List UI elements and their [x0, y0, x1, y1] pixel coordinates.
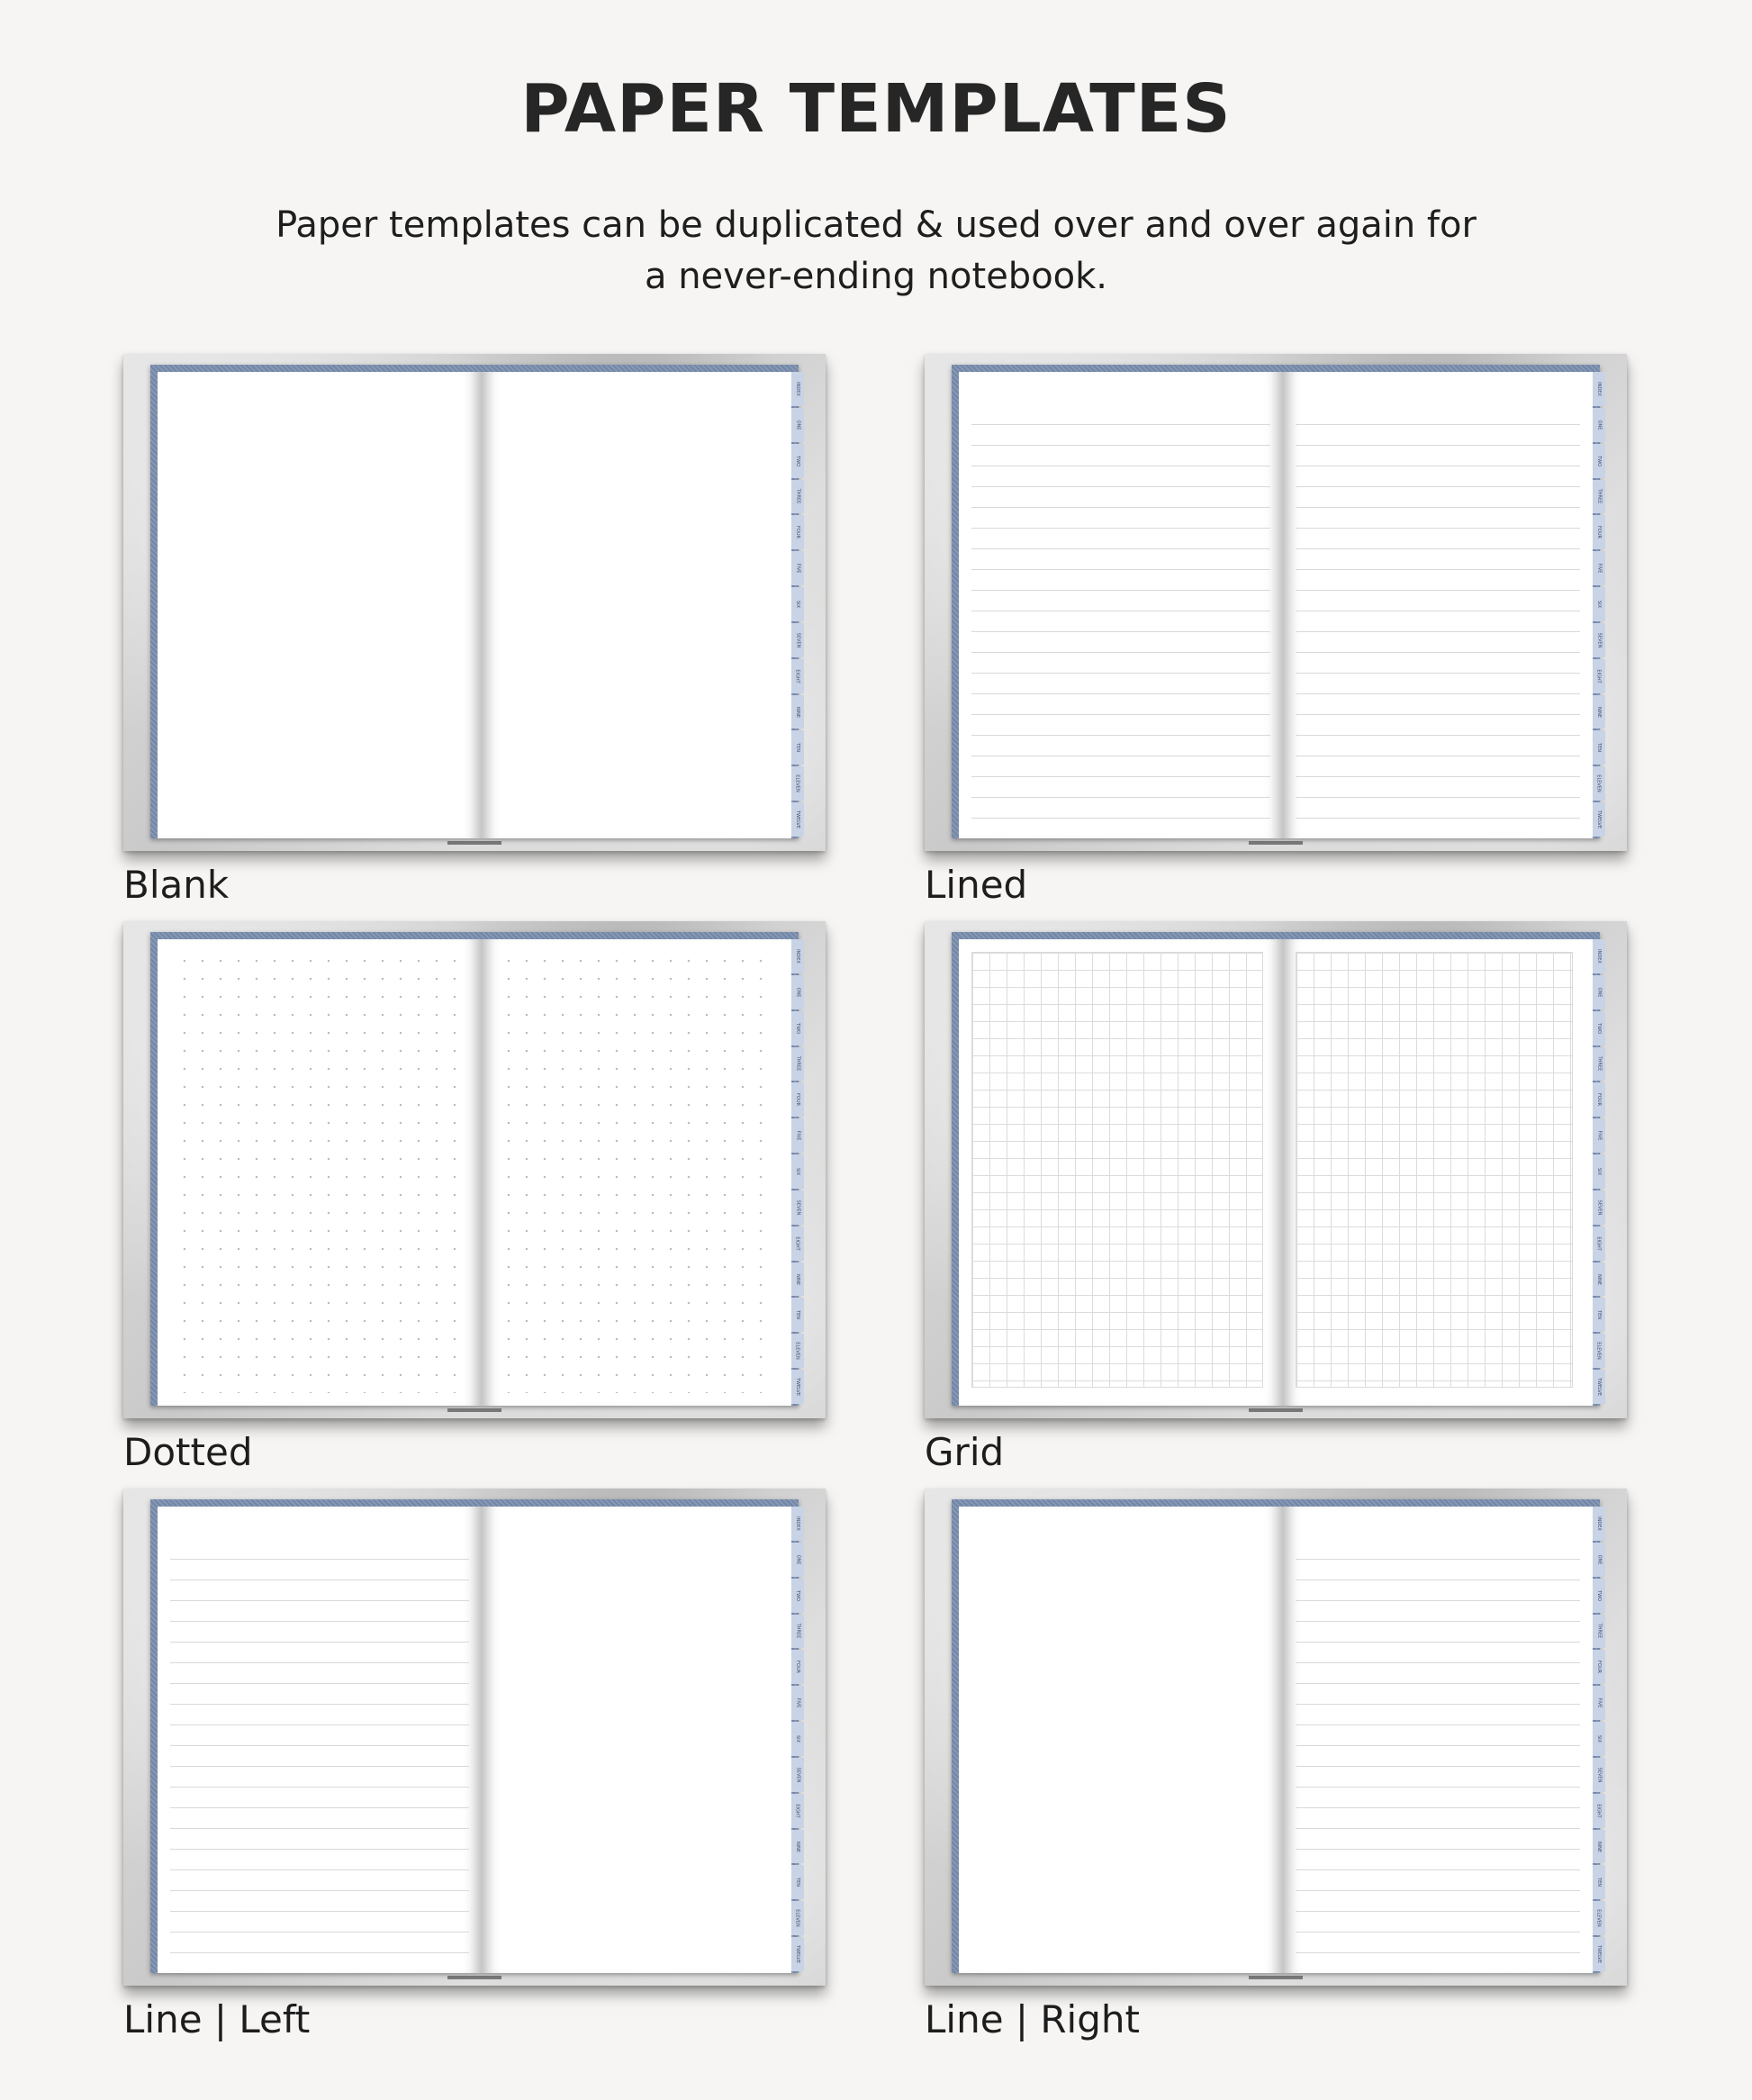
section-tab[interactable] — [1593, 623, 1605, 657]
section-tab[interactable] — [1593, 695, 1605, 729]
right-page — [482, 372, 791, 838]
section-tab[interactable] — [791, 1298, 804, 1332]
left-page — [158, 1507, 482, 1973]
section-tab-label: TEN — [795, 1310, 800, 1320]
section-tab-label: TWELVE — [795, 1378, 801, 1397]
section-tab-label: SEVEN — [1596, 1199, 1602, 1216]
template-label: Grid — [925, 1430, 1005, 1474]
section-tab-label: ELEVEN — [1596, 774, 1602, 792]
section-tabs — [791, 939, 804, 1406]
section-tab[interactable] — [1593, 1334, 1605, 1368]
section-tab-label: FOUR — [794, 526, 800, 539]
ruled-lines — [1296, 404, 1580, 826]
section-tab-label: EIGHT — [795, 1804, 801, 1818]
section-tab-label: TWELVE — [1596, 1945, 1603, 1964]
section-tab[interactable] — [1593, 1901, 1605, 1935]
section-tab-label: FIVE — [795, 1130, 800, 1141]
dot-pattern — [500, 952, 775, 1393]
left-page — [158, 939, 482, 1406]
section-tab[interactable] — [791, 1263, 804, 1297]
section-tab[interactable] — [791, 1579, 804, 1613]
ruled-lines — [1296, 1539, 1580, 1960]
section-tab-label: FIVE — [1596, 1130, 1602, 1141]
section-tab-label: FOUR — [1595, 1661, 1602, 1674]
section-tab[interactable] — [791, 444, 804, 478]
section-tab[interactable] — [791, 1190, 804, 1225]
left-page — [959, 1507, 1283, 1973]
section-tab[interactable] — [791, 1686, 804, 1720]
section-tab-label: SIX — [794, 1167, 800, 1176]
template-label: Lined — [925, 863, 1028, 907]
section-tab[interactable] — [791, 1722, 804, 1756]
template-label: Blank — [123, 863, 230, 907]
section-tab-label: TEN — [795, 743, 800, 753]
section-tab-label: ELEVEN — [795, 1909, 800, 1927]
right-page — [482, 939, 791, 1406]
section-tab-label: TWO — [795, 1589, 800, 1601]
section-tab-label: FOUR — [1595, 1093, 1602, 1107]
section-tab[interactable] — [791, 766, 804, 801]
section-tab-label: ONE — [795, 420, 800, 430]
notebook-preview — [925, 1489, 1627, 1986]
section-tab-label: TWELVE — [1596, 1378, 1603, 1397]
section-tab-label: INDEX — [795, 1516, 800, 1531]
section-tab[interactable] — [1593, 1047, 1605, 1082]
section-tabs — [1593, 939, 1605, 1406]
section-tab[interactable] — [791, 1154, 804, 1189]
section-tabs — [1593, 1507, 1605, 1973]
right-page — [1283, 939, 1593, 1406]
section-tab-label: TEN — [1596, 1310, 1602, 1320]
section-tab-label: THREE — [795, 1624, 801, 1639]
section-tab-label: SEVEN — [1596, 1767, 1602, 1783]
section-tab[interactable] — [1593, 1794, 1605, 1828]
section-tab-label: NINE — [1596, 1273, 1602, 1285]
section-tab[interactable] — [791, 1370, 804, 1404]
section-tab-label: FOUR — [794, 1661, 800, 1674]
section-tab-label: NINE — [795, 1841, 800, 1852]
notebook-preview — [123, 1489, 826, 1986]
section-tab[interactable] — [1593, 939, 1605, 973]
section-tab[interactable] — [1593, 1650, 1605, 1684]
section-tab[interactable] — [791, 1758, 804, 1792]
section-tab[interactable] — [1593, 1011, 1605, 1045]
footer-mark — [1249, 841, 1303, 845]
notebook-preview — [123, 354, 826, 851]
section-tab-label: EIGHT — [795, 1236, 801, 1251]
section-tab[interactable] — [791, 1543, 804, 1577]
section-tab-label: ONE — [795, 987, 800, 998]
section-tab[interactable] — [1593, 1686, 1605, 1720]
footer-mark — [1249, 1976, 1303, 1979]
ruled-lines — [971, 404, 1270, 826]
template-label: Dotted — [123, 1430, 253, 1474]
section-tab-label: NINE — [795, 1273, 800, 1285]
section-tab[interactable] — [1593, 444, 1605, 478]
section-tab[interactable] — [1593, 1830, 1605, 1864]
section-tab-label: SEVEN — [1596, 632, 1602, 648]
section-tab-label: THREE — [1596, 1624, 1603, 1639]
footer-mark — [447, 1976, 501, 1979]
section-tabs — [791, 1507, 804, 1973]
notebook-preview — [925, 921, 1627, 1418]
left-page — [158, 372, 482, 838]
section-tab[interactable] — [791, 1082, 804, 1117]
notebook-preview — [123, 921, 826, 1418]
right-page — [1283, 372, 1593, 838]
section-tab[interactable] — [791, 1334, 804, 1368]
section-tab[interactable] — [1593, 1263, 1605, 1297]
section-tab[interactable] — [791, 1937, 804, 1971]
section-tab[interactable] — [1593, 480, 1605, 514]
section-tab[interactable] — [791, 1830, 804, 1864]
section-tab-label: ONE — [1596, 420, 1602, 430]
section-tab-label: SEVEN — [795, 1767, 800, 1783]
section-tab-label: SEVEN — [795, 1199, 800, 1216]
footer-mark — [447, 1408, 501, 1412]
section-tab[interactable] — [791, 515, 804, 549]
section-tab[interactable] — [1593, 372, 1605, 406]
section-tab-label: ELEVEN — [1596, 1909, 1602, 1927]
section-tab-label: SEVEN — [795, 632, 800, 648]
section-tab[interactable] — [791, 587, 804, 621]
section-tab[interactable] — [1593, 1082, 1605, 1117]
section-tab-label: ELEVEN — [1596, 1342, 1602, 1360]
section-tab[interactable] — [791, 730, 804, 765]
section-tab[interactable] — [1593, 587, 1605, 621]
section-tab[interactable] — [791, 1901, 804, 1935]
section-tab[interactable] — [1593, 1370, 1605, 1404]
section-tab[interactable] — [791, 1011, 804, 1045]
section-tab[interactable] — [1593, 1227, 1605, 1261]
section-tab-label: EIGHT — [1596, 1804, 1603, 1818]
section-tab[interactable] — [791, 372, 804, 406]
section-tab-label: ELEVEN — [795, 1342, 800, 1360]
section-tab-label: FIVE — [795, 1697, 800, 1708]
section-tab-label: NINE — [1596, 1841, 1602, 1852]
section-tab[interactable] — [1593, 730, 1605, 765]
section-tab-label: SIX — [1595, 600, 1602, 609]
section-tab-label: INDEX — [1596, 382, 1602, 396]
section-tab[interactable] — [1593, 1579, 1605, 1613]
section-tab-label: ELEVEN — [795, 774, 800, 792]
section-tab[interactable] — [1593, 408, 1605, 442]
section-tab[interactable] — [791, 1227, 804, 1261]
section-tab-label: TEN — [795, 1878, 800, 1887]
section-tab-label: SIX — [1595, 1734, 1602, 1743]
section-tab-label: FIVE — [1596, 563, 1602, 574]
section-tab[interactable] — [791, 623, 804, 657]
template-card-blank[interactable] — [123, 354, 826, 907]
section-tab-label: THREE — [1596, 1056, 1603, 1072]
section-tab-label: THREE — [795, 489, 801, 504]
section-tab-label: TWELVE — [795, 810, 801, 829]
template-card-grid[interactable] — [925, 921, 1627, 1474]
left-page — [959, 372, 1283, 838]
section-tab-label: TEN — [1596, 743, 1602, 753]
section-tab[interactable] — [791, 1615, 804, 1649]
section-tab-label: FOUR — [794, 1093, 800, 1107]
section-tab[interactable] — [1593, 1507, 1605, 1541]
section-tab[interactable] — [791, 1794, 804, 1828]
section-tab[interactable] — [1593, 1758, 1605, 1792]
section-tab[interactable] — [1593, 551, 1605, 585]
section-tab[interactable] — [791, 1507, 804, 1541]
right-page — [1283, 1507, 1593, 1973]
section-tab[interactable] — [791, 551, 804, 585]
template-label: Line | Left — [123, 1997, 311, 2041]
section-tabs — [791, 372, 804, 838]
template-card-line-right[interactable] — [925, 1489, 1627, 2041]
section-tab[interactable] — [1593, 1118, 1605, 1153]
ruled-lines — [170, 1539, 469, 1960]
section-tab-label: TWO — [1596, 455, 1602, 466]
section-tab[interactable] — [1593, 1154, 1605, 1189]
left-page — [959, 939, 1283, 1406]
section-tab[interactable] — [1593, 975, 1605, 1009]
section-tab[interactable] — [791, 939, 804, 973]
section-tab-label: TWO — [795, 1022, 800, 1034]
section-tab-label: FOUR — [1595, 526, 1602, 539]
section-tab-label: NINE — [795, 706, 800, 718]
section-tab-label: TWO — [1596, 1022, 1602, 1034]
page-title: PAPER TEMPLATES — [520, 70, 1232, 148]
section-tab[interactable] — [1593, 515, 1605, 549]
section-tab[interactable] — [1593, 1543, 1605, 1577]
section-tab[interactable] — [791, 1047, 804, 1082]
notebook-preview — [925, 354, 1627, 851]
section-tab-label: FIVE — [795, 563, 800, 574]
section-tab-label: ONE — [795, 1554, 800, 1565]
section-tab[interactable] — [791, 1865, 804, 1899]
template-card-lined[interactable] — [925, 354, 1627, 907]
section-tab-label: EIGHT — [1596, 1236, 1603, 1251]
section-tab[interactable] — [791, 1118, 804, 1153]
section-tab[interactable] — [791, 659, 804, 693]
section-tab-label: INDEX — [795, 949, 800, 964]
section-tab-label: NINE — [1596, 706, 1602, 718]
section-tabs — [1593, 372, 1605, 838]
section-tab[interactable] — [1593, 1615, 1605, 1649]
section-tab[interactable] — [791, 802, 804, 837]
section-tab[interactable] — [791, 408, 804, 442]
section-tab-label: TWELVE — [1596, 810, 1603, 829]
section-tab[interactable] — [1593, 802, 1605, 837]
template-card-dotted[interactable] — [123, 921, 826, 1474]
section-tab[interactable] — [1593, 1937, 1605, 1971]
right-page — [482, 1507, 791, 1973]
section-tab[interactable] — [791, 480, 804, 514]
section-tab[interactable] — [1593, 1298, 1605, 1332]
footer-mark — [447, 841, 501, 845]
section-tab-label: ONE — [1596, 1554, 1602, 1565]
grid-pattern — [1296, 952, 1573, 1388]
section-tab-label: INDEX — [1596, 1516, 1602, 1531]
section-tab-label: THREE — [795, 1056, 801, 1072]
section-tab-label: THREE — [1596, 489, 1603, 504]
section-tab-label: TWELVE — [795, 1945, 801, 1964]
section-tab-label: INDEX — [795, 382, 800, 396]
section-tab-label: FIVE — [1596, 1697, 1602, 1708]
section-tab[interactable] — [791, 695, 804, 729]
section-tab-label: TEN — [1596, 1878, 1602, 1887]
section-tab-label: SIX — [1595, 1167, 1602, 1176]
section-tab[interactable] — [1593, 766, 1605, 801]
section-tab[interactable] — [1593, 1190, 1605, 1225]
section-tab-label: TWO — [795, 455, 800, 466]
section-tab-label: TWO — [1596, 1589, 1602, 1601]
section-tab[interactable] — [1593, 659, 1605, 693]
section-tab-label: EIGHT — [795, 669, 801, 683]
section-tab[interactable] — [1593, 1722, 1605, 1756]
section-tab-label: SIX — [794, 1734, 800, 1743]
section-tab[interactable] — [1593, 1865, 1605, 1899]
section-tab[interactable] — [791, 975, 804, 1009]
grid-pattern — [971, 952, 1263, 1388]
section-tab-label: SIX — [794, 600, 800, 609]
dot-pattern — [176, 952, 465, 1393]
section-tab-label: ONE — [1596, 987, 1602, 998]
template-label: Line | Right — [925, 1997, 1140, 2041]
section-tab-label: INDEX — [1596, 949, 1602, 964]
section-tab[interactable] — [791, 1650, 804, 1684]
page-subtitle: Paper templates can be duplicated & used over and over again for a never-ending notebook. — [275, 204, 1477, 297]
template-card-line-left[interactable] — [123, 1489, 826, 2041]
footer-mark — [1249, 1408, 1303, 1412]
section-tab-label: EIGHT — [1596, 669, 1603, 683]
